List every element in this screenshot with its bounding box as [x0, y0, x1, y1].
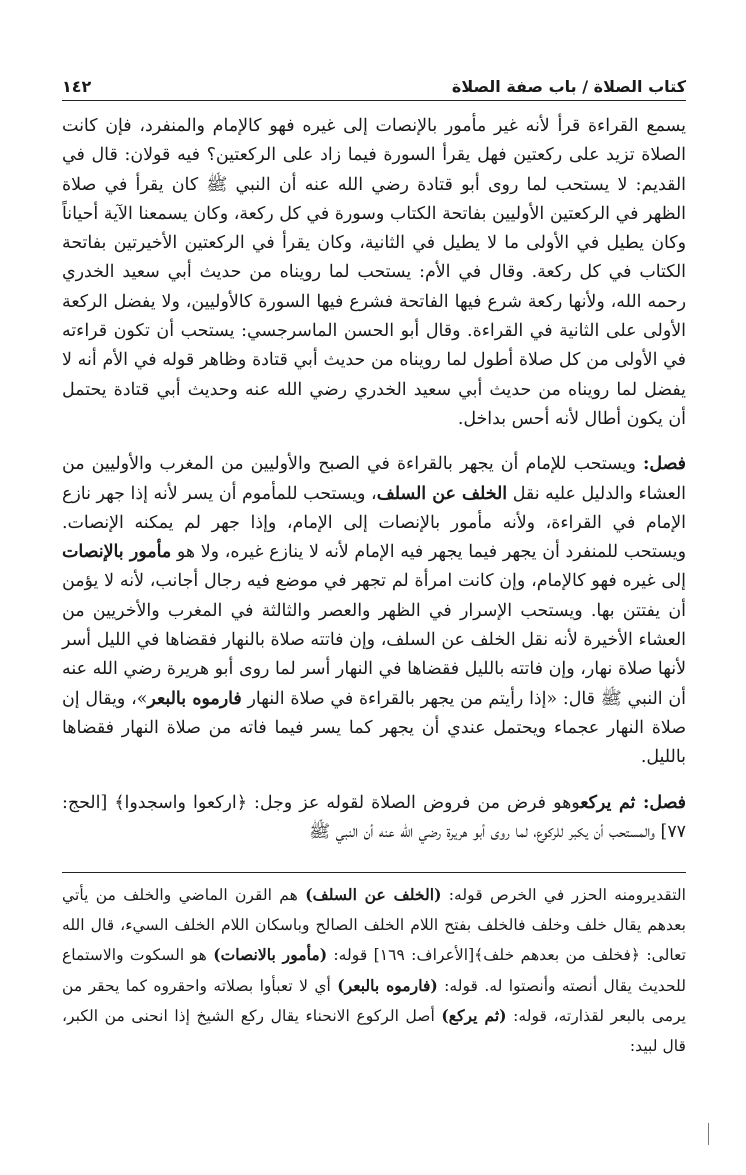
- paragraph-fasl-ruku: [62, 789, 686, 848]
- bold-term: (الخلف عن السلف): [305, 885, 442, 904]
- fasl-label: فصل:: [643, 792, 686, 813]
- margin-mark: [708, 1123, 709, 1145]
- text-run: أصل الركوع الانحناء يقال ركع الشيخ إذا انحنى من الكبر، قال لبيد:: [62, 1007, 686, 1055]
- text-run: التقديرومنه الحزر في الخرص قوله:: [441, 886, 686, 904]
- text-run: هو السكوت والاستماع للحديث يقال أنصته وأنصتوا له. قوله:: [62, 946, 686, 995]
- page-header: [62, 66, 686, 96]
- bold-term: الخلف عن السلف: [376, 483, 508, 504]
- bold-term: ثم يركع: [580, 792, 644, 813]
- text-run: أي لا تعبأوا بصلاته واحقروه كما يحقر من يرمى بالبعر لقذارته، قوله:: [62, 976, 687, 1025]
- text-run: إلى غيره فهو كالإمام، وإن كانت امرأة لم تجهر في موضع فيه رجال أجانب، لأنه لا يؤمن أن يفتتن بها. ويستحب الإسرار في الظهر والعصر والثالثة في المغرب والأخريين من العشاء الأخيرة لأنه نقل الخلف عن السلف، وإن فاتته صلاة بالنهار فقضاها في الليل أسر لأنها صلاة نهار، وإن فاتته بالليل فقضاها في النهار أسر لما روى أبو هريرة رضي الله عنه أن النبي ﷺ قال: «إذا رأيتم من يجهر بالقراءة في صلاة النهار: [62, 571, 686, 709]
- bold-term: فارموه بالبعر: [147, 688, 242, 709]
- bold-term: مأمور بالإنصات: [62, 542, 172, 563]
- fasl-label: فصل:: [643, 454, 686, 475]
- bold-term: (ثم يركع): [441, 1006, 507, 1025]
- paragraph-fasl-jahr: [62, 450, 686, 772]
- header-rule: [62, 100, 686, 101]
- text-run: هم القرن الماضي والخلف من يأتي بعدهم يقال خلف وخلف فالخلف بفتح اللام الخلف الصالح وباسكان اللام الخلف السيء، قال الله تعالى: ﴿فخلف من بعدهم خلف﴾[الأعراف: ١٦٩] قوله:: [62, 886, 686, 964]
- bold-term: (مأمور بالانصات): [213, 945, 328, 964]
- footnotes: [62, 880, 686, 1061]
- text-run: ويستحب للإمام أن يجهر بالقراءة في الصبح والأوليين من المغرب والأوليين من العشاء والدليل عليه نقل: [62, 454, 687, 504]
- page-number: ١٤٢: [62, 77, 92, 96]
- text-run: وهو فرض من فروض الصلاة لقوله عز وجل: ﴿اركعوا واسجدوا﴾ [الحج: ٧٧] والمستحب أن يكبر للركوع، لما روى أبو هريرة رضي الله عنه أن النبي ﷺ: [62, 792, 686, 842]
- main-text: [62, 112, 686, 847]
- footnote-paragraph: [62, 880, 686, 1061]
- bold-term: (فارموه بالبعر): [337, 975, 438, 995]
- running-title: كتاب الصلاة / باب صفة الصلاة: [451, 77, 686, 96]
- footnote-rule: [62, 872, 686, 873]
- text-run: ، ويستحب للمأموم أن يسر لأنه إذا جهر نازع الإمام في القراءة، ولأنه مأمور بالإنصات إلى الإمام، وإذا جهر لم يمكنه الإنصات. ويستحب للمنفرد أن يجهر فيما يجهر فيه الإمام لأنه لا ينازع غيره، ولا هو: [62, 483, 687, 563]
- paragraph-1: يسمع القراءة قرأ لأنه غير مأمور بالإنصات إلى غيره فهو كالإمام والمنفرد، فإن كانت الصلاة تزيد على ركعتين فهل يقرأ السورة فيما زاد على الركعتين؟ فيه قولان: قال في القديم: لا يستحب لما روى أبو قتادة رضي الله عنه أن النبي ﷺ كان يقرأ في صلاة الظهر في الركعتين الأوليين بفاتحة الكتاب وسورة في كل ركعة، وكان يسمعنا الآية أحياناً وكان يطيل في الأولى ما لا يطيل في الثانية، وكان يقرأ في الركعتين الأخيرتين بفاتحة الكتاب في كل ركعة. وقال في الأم: يستحب لما رويناه من حديث أبي سعيد الخدري رحمه الله، ولأنها ركعة شرع فيها الفاتحة فشرع فيها السورة كالأوليين، ولا يفضل الركعة الأولى على الثانية في القراءة. وقال أبو الحسن الماسرجسي: يستحب أن تكون قراءته في الأولى من كل صلاة أطول لما رويناه من حديث أبي قتادة وظاهر قوله في الأم أنه لا يفضل لما رويناه من حديث أبي سعيد الخدري رضي الله عنه وحديث أبي قتادة يحتمل أن يكون أطال لأنه أحس بداخل.: [62, 116, 686, 429]
- text-run: »، ويقال إن صلاة النهار عجماء ويحتمل عندي أن يجهر كما يسر فيما فاته من صلاة النهار فقضاها بالليل.: [62, 688, 686, 768]
